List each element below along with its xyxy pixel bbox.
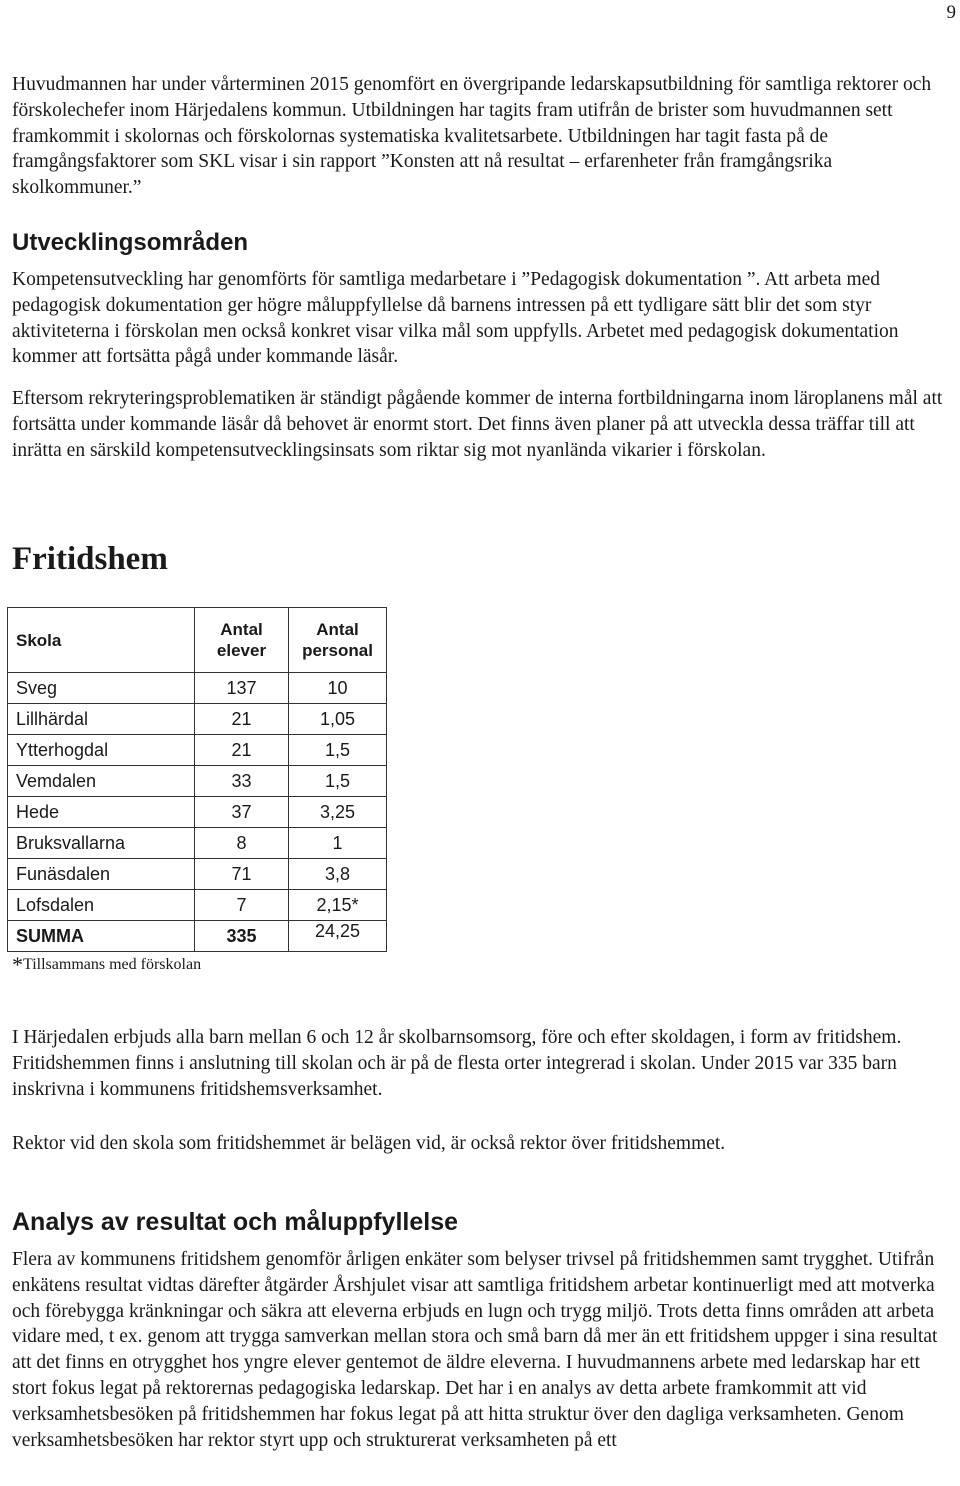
cell-antal-elever: 7 [195,890,289,921]
cell-skola: Bruksvallarna [8,828,195,859]
header-antal-personal [289,608,387,673]
table-header-row [8,608,387,673]
cell-skola: Sveg [8,673,195,704]
header-antal-elever [195,608,289,673]
table-row-summa [8,921,387,952]
cell-antal-personal: 10 [289,673,387,704]
table-row [8,704,387,735]
utvecklingsomraden-paragraph-2: Eftersom rekryteringsproblematiken är ständigt pågående kommer de interna fortbildningarna inom läroplanens mål att fortsätta under kommande läsår då behovet är enormt stort. Det finns även planer på att utveckla dessa träffar till att inrätta en särskild kompetensutvecklingsinsats som riktar sig mot nyanlända vikarier i förskolan. [12,388,943,461]
header-skola: Skola [8,608,195,673]
section-heading-utvecklingsomraden: Utvecklingsområden [12,229,249,256]
footnote-text: Tillsammans med förskolan [23,956,202,973]
cell-skola: Lillhärdal [8,704,195,735]
header-antal-personal-text: Antal personal [302,620,373,660]
footnote-star: * [12,952,23,977]
cell-antal-elever: 21 [195,735,289,766]
section-heading-analys: Analys av resultat och måluppfyllelse [12,1208,458,1236]
fritidshem-paragraph-2: Rektor vid den skola som fritidshemmet är belägen vid, är också rektor över fritidshemmet. [12,1133,726,1154]
cell-antal-elever: 37 [195,797,289,828]
cell-skola: Lofsdalen [8,890,195,921]
fritidshem-table [7,607,387,952]
intro-paragraph: Huvudmannen har under vårterminen 2015 genomfört en övergripande ledarskapsutbildning för samtliga rektorer och förskolechefer inom Härjedalens kommun. Utbildningen har tagits fram utifrån de brister som huvudmannen sett framkommit i skolornas och förskolornas systematiska kvalitetsarbete. Utbildningen har tagit fasta på de framgångsfaktorer som SKL visar i sin rapport ”Konsten att nå resultat – erfarenheter från framgångsrika skolkommuner.” [12,74,932,199]
cell-antal-personal: 3,25 [289,797,387,828]
table-row [8,766,387,797]
cell-skola: Hede [8,797,195,828]
table-row [8,828,387,859]
analys-paragraph: Flera av kommunens fritidshem genomför årligen enkäter som belyser trivsel på fritidshemmen samt trygghet. Utifrån enkätens resultat vidtas därefter åtgärder Årshjulet visar att samtliga fritidshem arbetar kontinuerligt med att motverka och förebygga kränkningar och säkra att eleverna erbjuds en lugn och trygg miljö. Trots detta finns områden att arbeta vidare med, t ex. genom att trygga samverkan mellan stora och små barn då mer än ett fritidshem uppger i sina resultat att det finns en otrygghet hos yngre elever gentemot de äldre eleverna. I huvudmannens arbete med ledarskap har ett stort fokus legat på rektorernas pedagogiska ledarskap. Det har i en analys av detta arbete framkommit att vid verksamhetsbesöken på fritidshemmen har fokus legat på att hitta struktur över den dagliga verksamheten. Genom verksamhetsbesöken har rektor styrt upp och strukturerat verksamheten på ett [12,1249,938,1451]
cell-antal-elever: 21 [195,704,289,735]
cell-antal-elever: 8 [195,828,289,859]
cell-antal-elever: 71 [195,859,289,890]
cell-skola: Ytterhogdal [8,735,195,766]
cell-antal-personal: 2,15* [289,890,387,921]
table-row [8,673,387,704]
table-row [8,797,387,828]
utvecklingsomraden-paragraph-1: Kompetensutveckling har genomförts för samtliga medarbetare i ”Pedagogisk dokumentation ”. Att arbeta med pedagogisk dokumentation ger högre måluppfyllelse då barnens intressen på ett tydligare sätt blir det som styr aktiviteterna i förskolan men också konkret visar vilka mål som uppfylls. Arbetet med pedagogisk dokumentation kommer att fortsätta pågå under kommande läsår. [12,269,899,368]
section-heading-fritidshem: Fritidshem [12,541,168,577]
cell-antal-personal: 1,05 [289,704,387,735]
cell-summa-elever: 335 [195,921,289,952]
cell-antal-personal: 3,8 [289,859,387,890]
cell-summa-label: SUMMA [8,921,195,952]
header-antal-elever-text: Antal elever [216,620,267,660]
cell-summa-personal: 24,25 [289,921,387,952]
cell-antal-elever: 137 [195,673,289,704]
table-row [8,735,387,766]
table-footnote [12,952,201,978]
cell-skola: Vemdalen [8,766,195,797]
table-row [8,859,387,890]
cell-antal-personal: 1 [289,828,387,859]
cell-antal-personal: 1,5 [289,735,387,766]
cell-antal-elever: 33 [195,766,289,797]
cell-antal-personal: 1,5 [289,766,387,797]
page-number: 9 [946,2,956,23]
table-row [8,890,387,921]
cell-skola: Funäsdalen [8,859,195,890]
fritidshem-paragraph-1: I Härjedalen erbjuds alla barn mellan 6 och 12 år skolbarnsomsorg, före och efter skoldagen, i form av fritidshem. Fritidshemmen finns i anslutning till skolan och är på de flesta orter integrerad i skolan. Under 2015 var 335 barn inskrivna i kommunens fritidshemsverksamhet. [12,1027,902,1100]
